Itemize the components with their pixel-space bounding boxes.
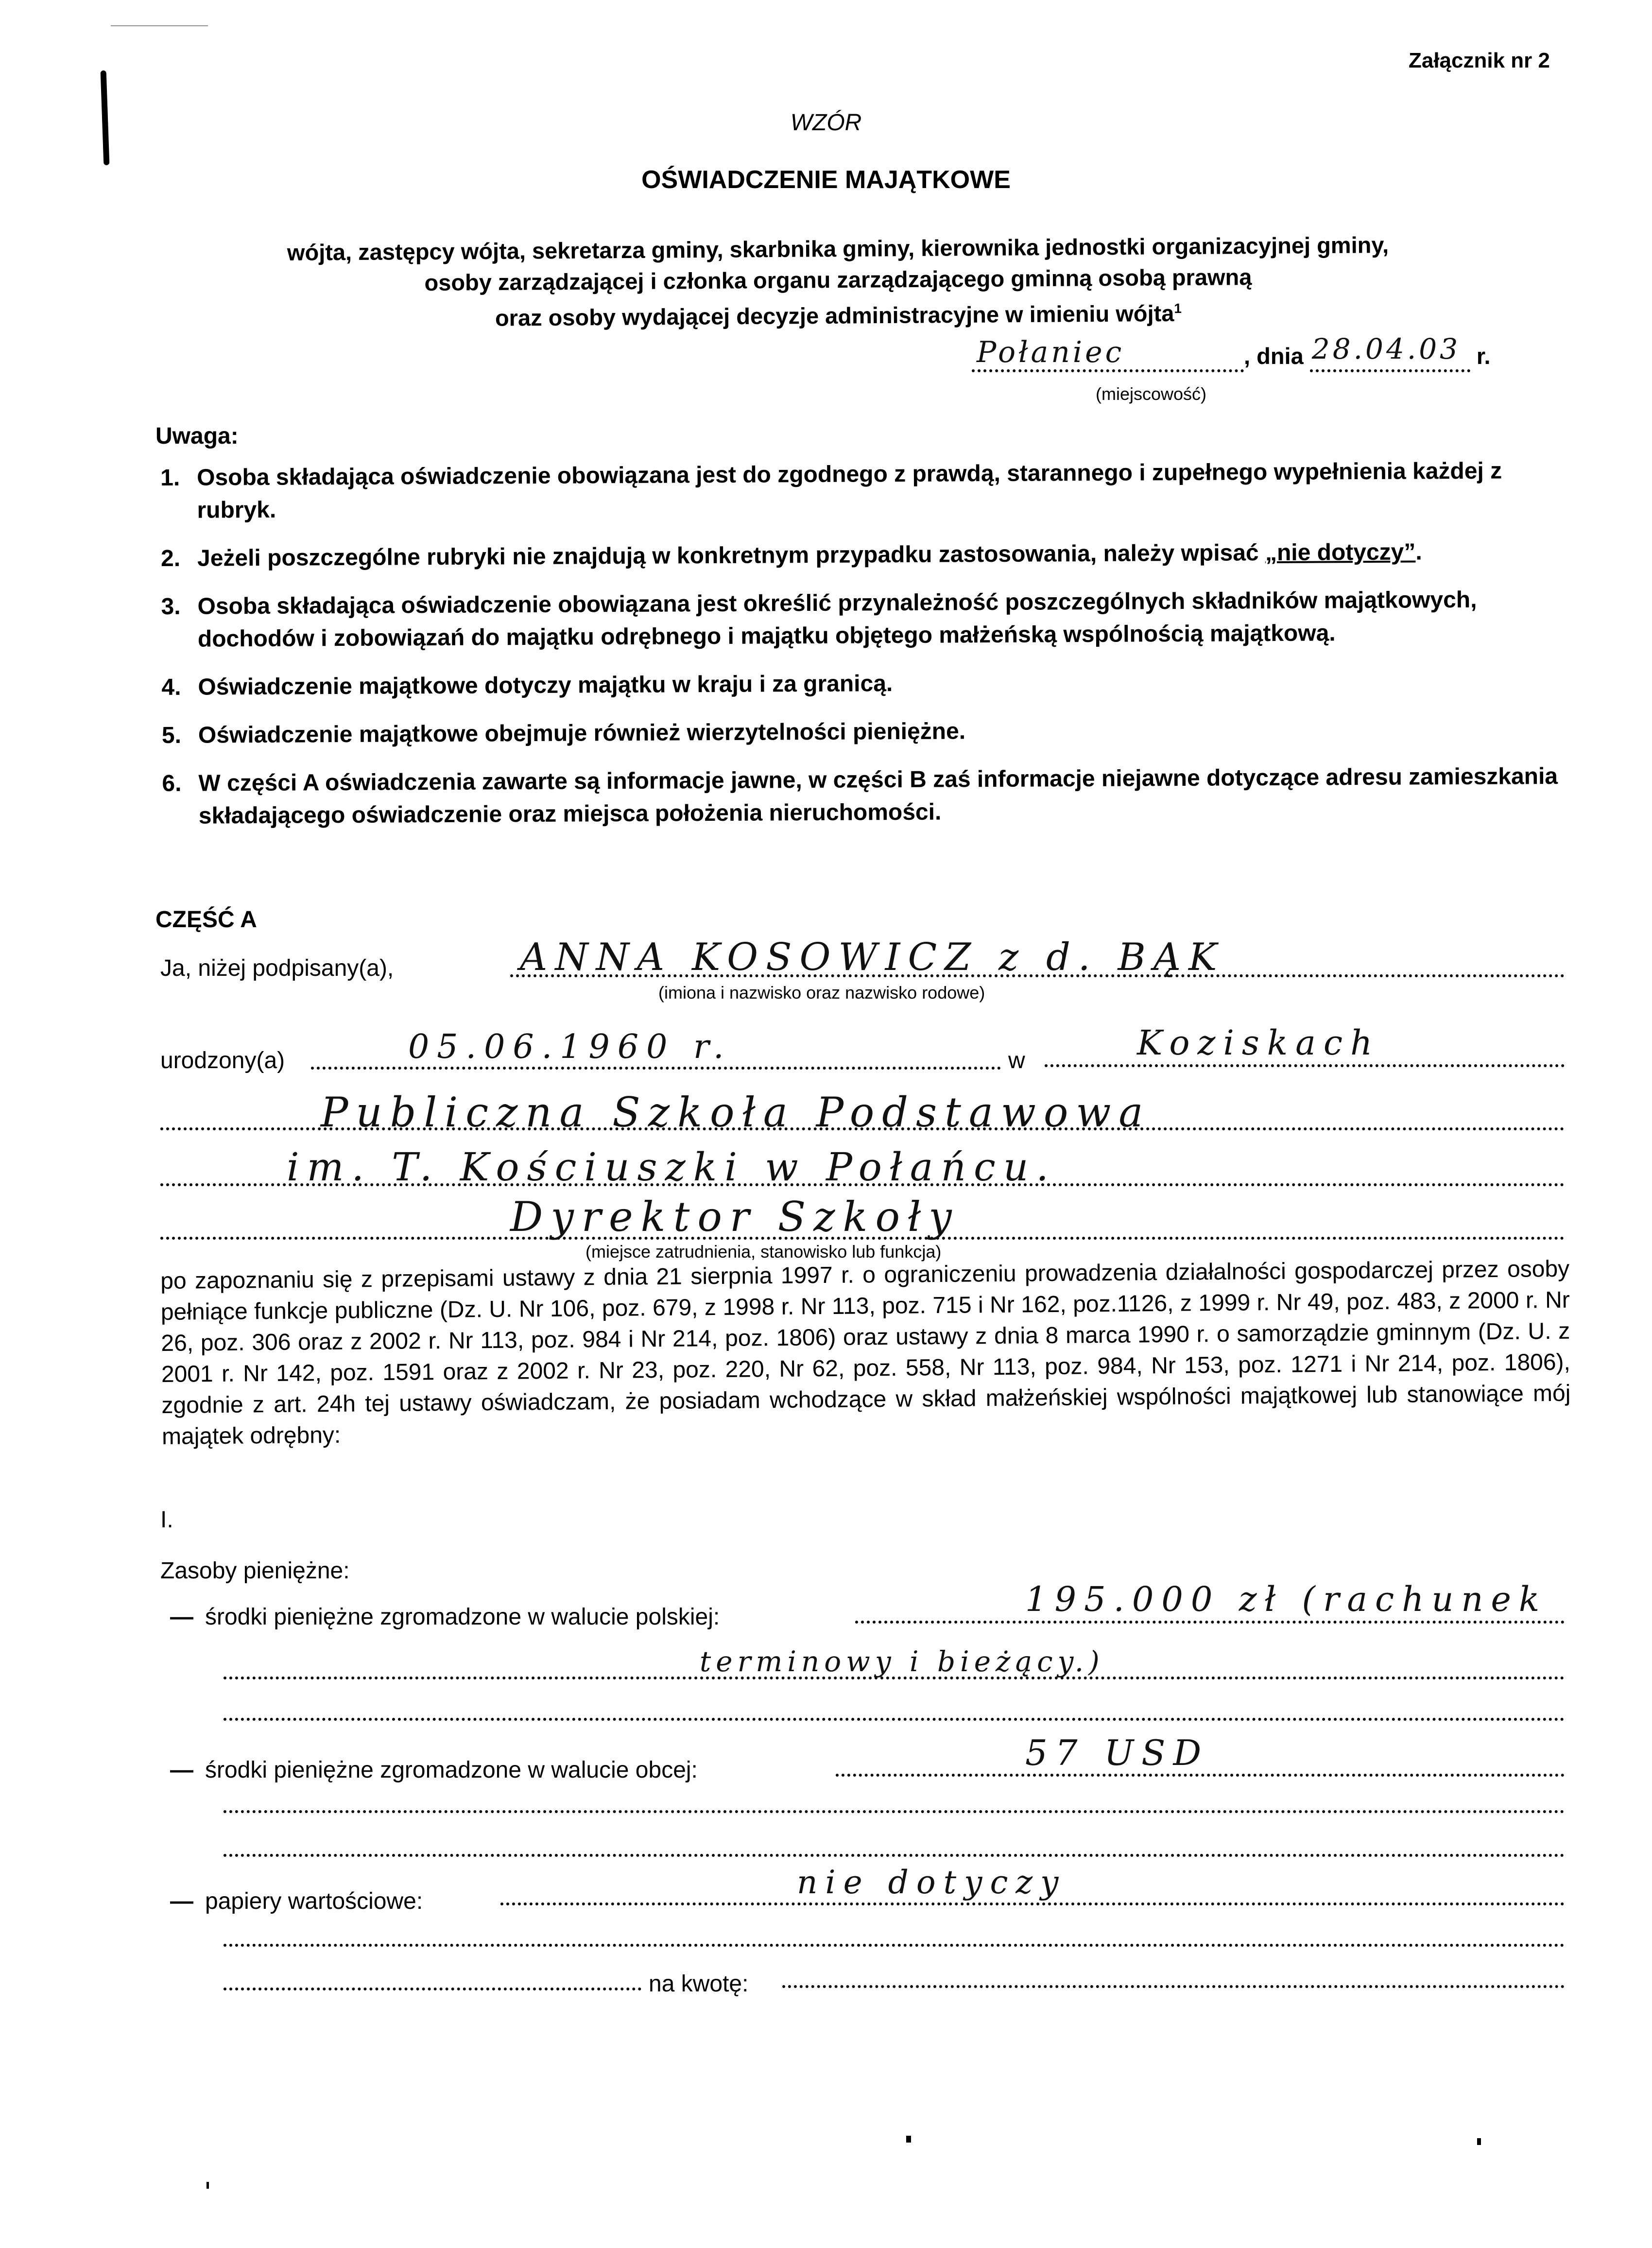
employment-caption: (miejsce zatrudnienia, stanowisko lub funkcja): [585, 1242, 942, 1262]
pln-row: [170, 1604, 720, 1630]
note-text-part: .: [1415, 539, 1422, 565]
date-field[interactable]: [1310, 332, 1470, 372]
securities-label: papiery wartościowe:: [205, 1888, 423, 1914]
signed-label: Ja, niżej podpisany(a),: [160, 955, 394, 981]
note-text: W części A oświadczenia zawarte są informacje jawne, w części B zaś informacje niejawne dotyczące adresu zamieszkania składającego oświadczenie oraz miejsca położenia nieruchomości.: [198, 763, 1558, 829]
securities-field[interactable]: [500, 1902, 1565, 1905]
name-caption: (imiona i nazwisko oraz nazwisko rodowe): [658, 983, 985, 1003]
section-heading: Zasoby pieniężne:: [160, 1558, 350, 1584]
note-text: [197, 535, 1565, 575]
note-number: 3.: [161, 593, 181, 620]
place-field[interactable]: [972, 335, 1244, 372]
note-text: Oświadczenie majątkowe dotyczy majątku w kraju i za granicą.: [198, 671, 893, 700]
document-title: OŚWIADCZENIE MAJĄTKOWE: [641, 166, 1011, 194]
place-caption: (miejscowość): [1096, 384, 1207, 404]
employment-value-line: Dyrektor Szkoły: [510, 1193, 960, 1241]
securities-field-line-2[interactable]: [224, 1944, 1565, 1947]
scan-artifact-line: [111, 25, 208, 26]
annex-label: Załącznik nr 2: [1408, 49, 1550, 72]
note-text: Osoba składająca oświadczenie obowiązana jest do zgodnego z prawdą, starannego i zupełnego wypełnienia każdej z rubryk.: [197, 458, 1502, 523]
pln-value-line-2: terminowy i bieżący.): [700, 1645, 1104, 1678]
dash-bullet: —: [170, 1604, 193, 1630]
year-suffix: r.: [1476, 343, 1491, 369]
notes-heading: Uwaga:: [155, 423, 239, 449]
pln-field[interactable]: [855, 1621, 1565, 1624]
pln-field-line-3[interactable]: [224, 1718, 1565, 1721]
note-item: [161, 583, 1566, 656]
subtitle-line: wójta, zastępcy wójta, sekretarza gminy, skarbnika gminy, kierownika jednostki organizacyjnej gminy,: [287, 232, 1389, 265]
part-a-heading: CZĘŚĆ A: [155, 907, 257, 933]
foreign-field-line-2[interactable]: [224, 1810, 1565, 1813]
pln-label: środki pieniężne zgromadzone w walucie polskiej:: [205, 1604, 720, 1630]
note-number: 4.: [161, 674, 181, 700]
scan-speckle: [1477, 2138, 1481, 2145]
amount-field[interactable]: [782, 1985, 1565, 1988]
amount-label: na kwotę:: [649, 1971, 749, 1997]
template-label: WZÓR: [790, 110, 862, 136]
securities-row: [170, 1888, 423, 1915]
born-in-label: w: [1008, 1048, 1025, 1073]
note-text-part: Jeżeli poszczególne rubryki nie znajdują w konkretnym przypadku zastosowania, należy wpisać: [197, 540, 1266, 571]
not-applicable-phrase: „nie dotyczy”: [1265, 539, 1416, 566]
note-item: [161, 664, 1566, 704]
foreign-field-line-3[interactable]: [224, 1854, 1565, 1857]
note-item: [161, 535, 1565, 575]
securities-value: nie dotyczy: [797, 1864, 1067, 1901]
dash-bullet: —: [170, 1757, 193, 1783]
note-item: [162, 712, 1566, 752]
place-date-row: [972, 332, 1491, 372]
foreign-row: [170, 1757, 698, 1783]
note-item: [160, 454, 1565, 527]
document-subtitle: [170, 228, 1506, 336]
birth-date-value: 05.06.1960 r.: [408, 1028, 732, 1066]
foreign-field[interactable]: [836, 1774, 1565, 1777]
foreign-value: 57 USD: [1025, 1732, 1209, 1773]
note-number: 5.: [161, 722, 182, 748]
name-value: ANNA KOSOWICZ z d. BĄK: [520, 935, 1225, 979]
note-number: 6.: [162, 770, 182, 796]
footnote-mark: 1: [1174, 301, 1182, 316]
note-number: 1.: [160, 465, 180, 491]
legal-basis-text: po zapoznaniu się z przepisami ustawy z dnia 21 sierpnia 1997 r. o ograniczeniu prowadzenia działalności gospodarczej przez osoby pełniące funkcje publiczne (Dz. U. Nr 106, poz. 679, z 1998 r. Nr 113, poz. 715 i Nr 162, poz.1126, z 1999 r. Nr 49, poz. 483, z 2000 r. Nr 26, poz. 306 oraz z 2002 r. Nr 113, poz. 984 i Nr 214, poz. 1806) oraz ustawy z dnia 8 marca 1990 r. o samorządzie gminnym (Dz. U. z 2001 r. Nr 142, poz. 1591 oraz z 2002 r. Nr 23, poz. 220, Nr 62, poz. 558, Nr 113, poz. 984, Nr 153, poz. 1271 i Nr 214, poz. 1806), zgodnie z art. 24h tej ustawy oświadczam, że posiadam wchodzące w skład małżeńskiej wspólności majątkowej lub stanowiące mój majątek odrębny:: [160, 1256, 1571, 1450]
foreign-label: środki pieniężne zgromadzone w walucie obcej:: [205, 1757, 698, 1783]
employment-value-line: im. T. Kościuszki w Połańcu.: [287, 1144, 1056, 1190]
dnia-label: , dnia: [1244, 343, 1304, 369]
birth-place-field[interactable]: [1045, 1064, 1565, 1067]
pln-value: 195.000 zł (rachunek: [1025, 1579, 1548, 1619]
note-text: Osoba składająca oświadczenie obowiązana jest określić przynależność poszczególnych składników majątkowych, dochodów i zobowiązań do majątku odrębnego i majątku objętego małżeńską wspólnością majątkową.: [197, 587, 1477, 652]
born-label: urodzony(a): [160, 1048, 285, 1073]
date-value: 28.04.03: [1311, 332, 1461, 365]
scan-speckle: [906, 2136, 911, 2143]
note-text: Oświadczenie majątkowe obejmuje również wierzytelności pieniężne.: [198, 718, 966, 748]
subtitle-line: osoby zarządzającej i członka organu zarządzającego gminną osobą prawną: [424, 264, 1252, 295]
note-number: 2.: [160, 545, 181, 571]
birth-place-value: Koziskach: [1137, 1023, 1380, 1063]
place-value: Połaniec: [977, 335, 1125, 369]
section-numeral: I.: [160, 1507, 173, 1533]
note-item: [162, 760, 1566, 832]
scan-speckle: [206, 2182, 209, 2189]
employment-value-line: Publiczna Szkoła Podstawowa: [321, 1089, 1151, 1136]
notes-list: [160, 454, 1566, 848]
subtitle-line-text: oraz osoby wydającej decyzje administracyjne w imieniu wójta: [495, 300, 1174, 331]
securities-extra-field[interactable]: [224, 1988, 641, 1990]
dash-bullet: —: [170, 1888, 193, 1914]
birth-date-field[interactable]: [311, 1067, 1001, 1070]
